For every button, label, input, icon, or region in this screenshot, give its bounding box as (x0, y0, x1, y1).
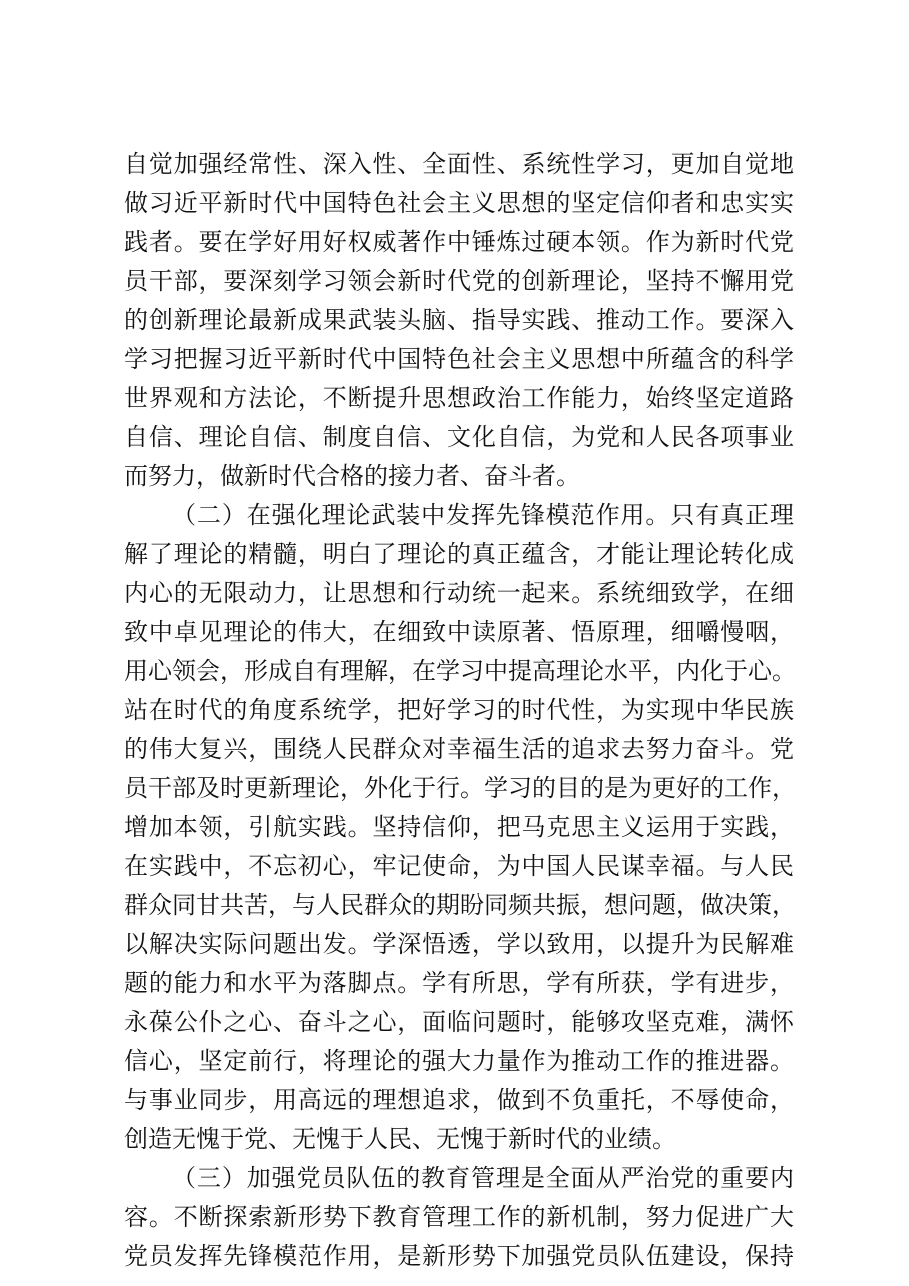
text-line: 的创新理论最新成果武装头脑、指导实践、推动工作。要深入 (124, 306, 794, 334)
text-line: 站在时代的角度系统学，把好学习的时代性，为实现中华民族 (124, 696, 794, 724)
text-line: 学习把握习近平新时代中国特色社会主义思想中所蕴含的科学 (124, 345, 794, 373)
text-line: 创造无愧于党、无愧于人民、无愧于新时代的业绩。 (124, 1125, 676, 1153)
document-page (124, 145, 794, 1276)
text-line: 的伟大复兴，围绕人民群众对幸福生活的追求去努力奋斗。党 (124, 735, 794, 763)
text-line: 以解决实际问题出发。学深悟透，学以致用，以提升为民解难 (124, 930, 794, 958)
text-line: 在实践中，不忘初心，牢记使命，为中国人民谋幸福。与人民 (124, 852, 794, 880)
text-line: （二）在强化理论武装中发挥先锋模范作用。只有真正理 (172, 501, 794, 529)
text-line: 员干部，要深刻学习领会新时代党的创新理论，坚持不懈用党 (124, 267, 794, 295)
text-line: 永葆公仆之心、奋斗之心，面临问题时，能够攻坚克难，满怀 (124, 1008, 794, 1036)
paragraph-1 (124, 145, 794, 496)
text-line: 内心的无限动力，让思想和行动统一起来。系统细致学，在细 (124, 579, 794, 607)
text-line: 员干部及时更新理论，外化于行。学习的目的是为更好的工作， (124, 774, 796, 802)
text-line: 党员发挥先锋模范作用，是新形势下加强党员队伍建设，保持 (124, 1242, 794, 1270)
text-line: 信心，坚定前行，将理论的强大力量作为推动工作的推进器。 (124, 1047, 794, 1075)
text-line: 增加本领，引航实践。坚持信仰，把马克思主义运用于实践， (124, 813, 794, 841)
paragraph-3 (124, 1159, 794, 1276)
text-line: 容。不断探索新形势下教育管理工作的新机制，努力促进广大 (124, 1203, 794, 1231)
text-line: 而努力，做新时代合格的接力者、奋斗者。 (124, 462, 580, 490)
text-line: 群众同甘共苦，与人民群众的期盼同频共振，想问题，做决策， (124, 891, 796, 919)
text-line: 世界观和方法论，不断提升思想政治工作能力，始终坚定道路 (124, 384, 794, 412)
text-line: 题的能力和水平为落脚点。学有所思，学有所获，学有进步， (124, 969, 794, 997)
paragraph-2 (124, 496, 794, 1159)
text-line: 自觉加强经常性、深入性、全面性、系统性学习，更加自觉地 (124, 150, 794, 178)
text-line: 用心领会，形成自有理解，在学习中提高理论水平，内化于心。 (124, 657, 796, 685)
text-line: 践者。要在学好用好权威著作中锤炼过硬本领。作为新时代党 (124, 228, 794, 256)
text-line: 致中卓见理论的伟大，在细致中读原著、悟原理，细嚼慢咽， (124, 618, 794, 646)
text-line: 自信、理论自信、制度自信、文化自信，为党和人民各项事业 (124, 423, 794, 451)
text-line: 与事业同步，用高远的理想追求，做到不负重托，不辱使命， (124, 1086, 794, 1114)
text-line: 做习近平新时代中国特色社会主义思想的坚定信仰者和忠实实 (124, 189, 794, 217)
text-line: 解了理论的精髓，明白了理论的真正蕴含，才能让理论转化成 (124, 540, 794, 568)
text-line: （三）加强党员队伍的教育管理是全面从严治党的重要内 (172, 1164, 794, 1192)
